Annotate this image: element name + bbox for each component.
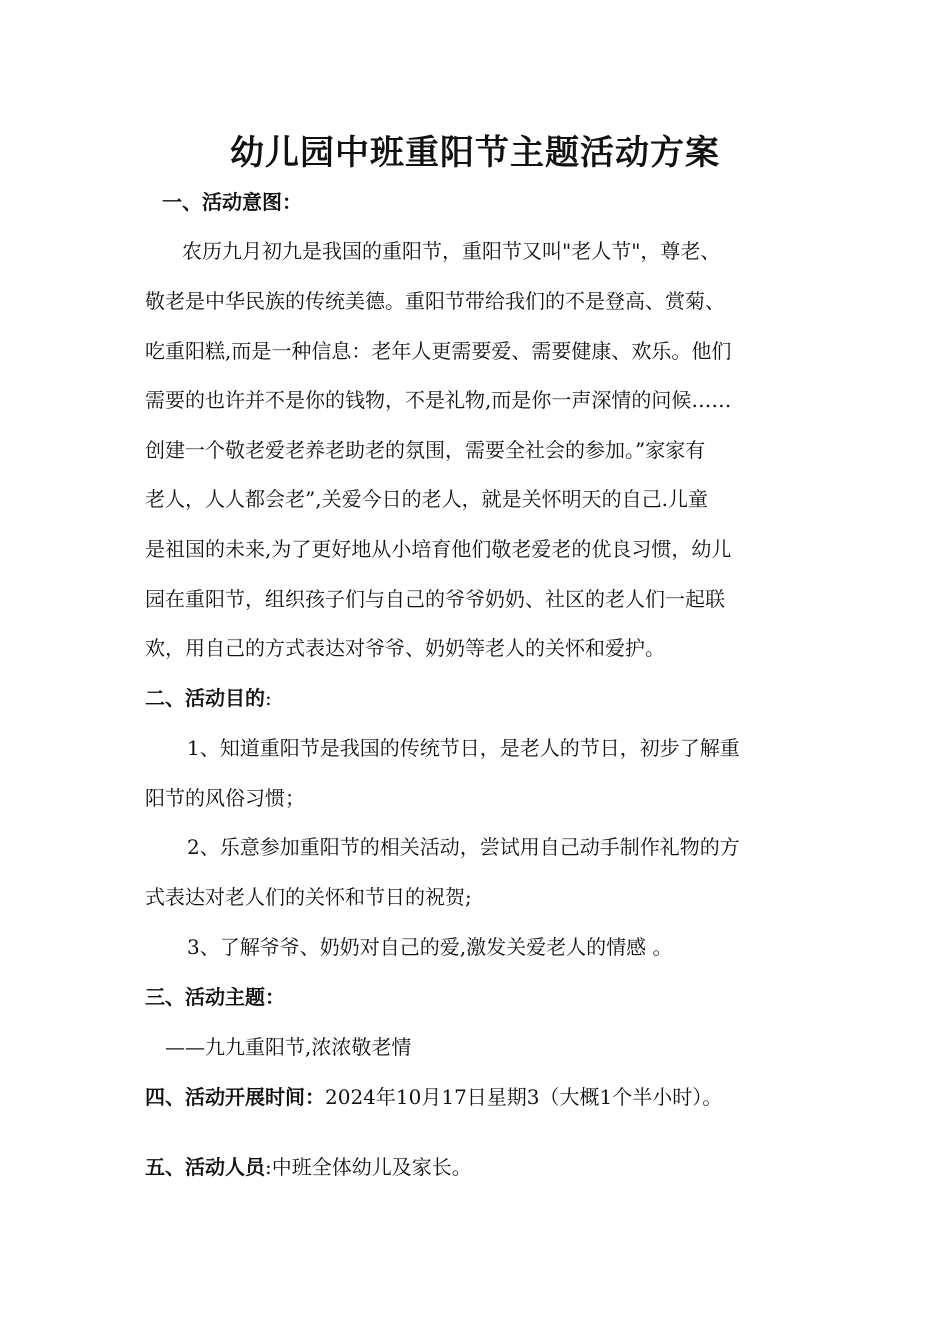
section-heading-goals-suffix: :	[265, 686, 272, 710]
intent-line-1: 农历九月初九是我国的重阳节，重阳节又叫"老人节"，尊老、	[182, 239, 721, 263]
section-heading-theme: 三、活动主题：	[145, 985, 285, 1009]
intent-line-3: 吃重阳糕,而是一种信息：老年人更需要爱、需要健康、欢乐。他们	[145, 339, 732, 363]
section-people	[145, 1152, 825, 1182]
intent-line-6: 老人，人人都会老”,关爱今日的老人，就是关怀明天的自己.儿童	[145, 487, 708, 511]
section-heading-people: 五、活动人员	[145, 1155, 265, 1179]
intent-line-7: 是祖国的未来,为了更好地从小培育他们敬老爱老的优良习惯，幼儿	[145, 537, 732, 561]
section-time	[145, 1082, 825, 1112]
section-goals	[145, 683, 825, 713]
goal-line-4: 式表达对老人们的关怀和节日的祝贺;	[145, 885, 472, 909]
intent-line-8: 园在重阳节，组织孩子们与自己的爷爷奶奶、社区的老人们一起联	[145, 587, 725, 611]
document-title: 幼儿园中班重阳节主题活动方案	[230, 133, 720, 173]
intent-line-4: 需要的也许并不是你的钱物，不是礼物,而是你一声深情的问候……	[145, 388, 732, 412]
section-heading-time: 四、活动开展时间：	[145, 1085, 325, 1109]
time-text: 2024年10月17日星期3（大概1个半小时）。	[325, 1085, 723, 1109]
intent-line-5: 创建一个敬老爱老养老助老的氛围，需要全社会的参加。”家家有	[145, 438, 706, 462]
theme-text: ——九九重阳节,浓浓敬老情	[165, 1035, 412, 1059]
section-heading-goals: 二、活动目的	[145, 686, 265, 710]
people-text: :中班全体幼儿及家长。	[265, 1155, 472, 1179]
section-heading-intent: 一、活动意图：	[162, 190, 302, 214]
goal-line-3: 2、乐意参加重阳节的相关活动，尝试用自己动手制作礼物的方	[187, 835, 740, 859]
goal-line-5: 3、了解爷爷、奶奶对自己的爱,激发关爱老人的情感 。	[187, 935, 673, 959]
goal-line-2: 阳节的风俗习惯；	[145, 786, 305, 810]
intent-line-9: 欢，用自己的方式表达对爷爷、奶奶等老人的关怀和爱护。	[145, 636, 665, 660]
intent-line-2: 敬老是中华民族的传统美德。重阳节带给我们的不是登高、赏菊、	[145, 289, 725, 313]
goal-line-1: 1、知道重阳节是我国的传统节日，是老人的节日，初步了解重	[187, 736, 740, 760]
